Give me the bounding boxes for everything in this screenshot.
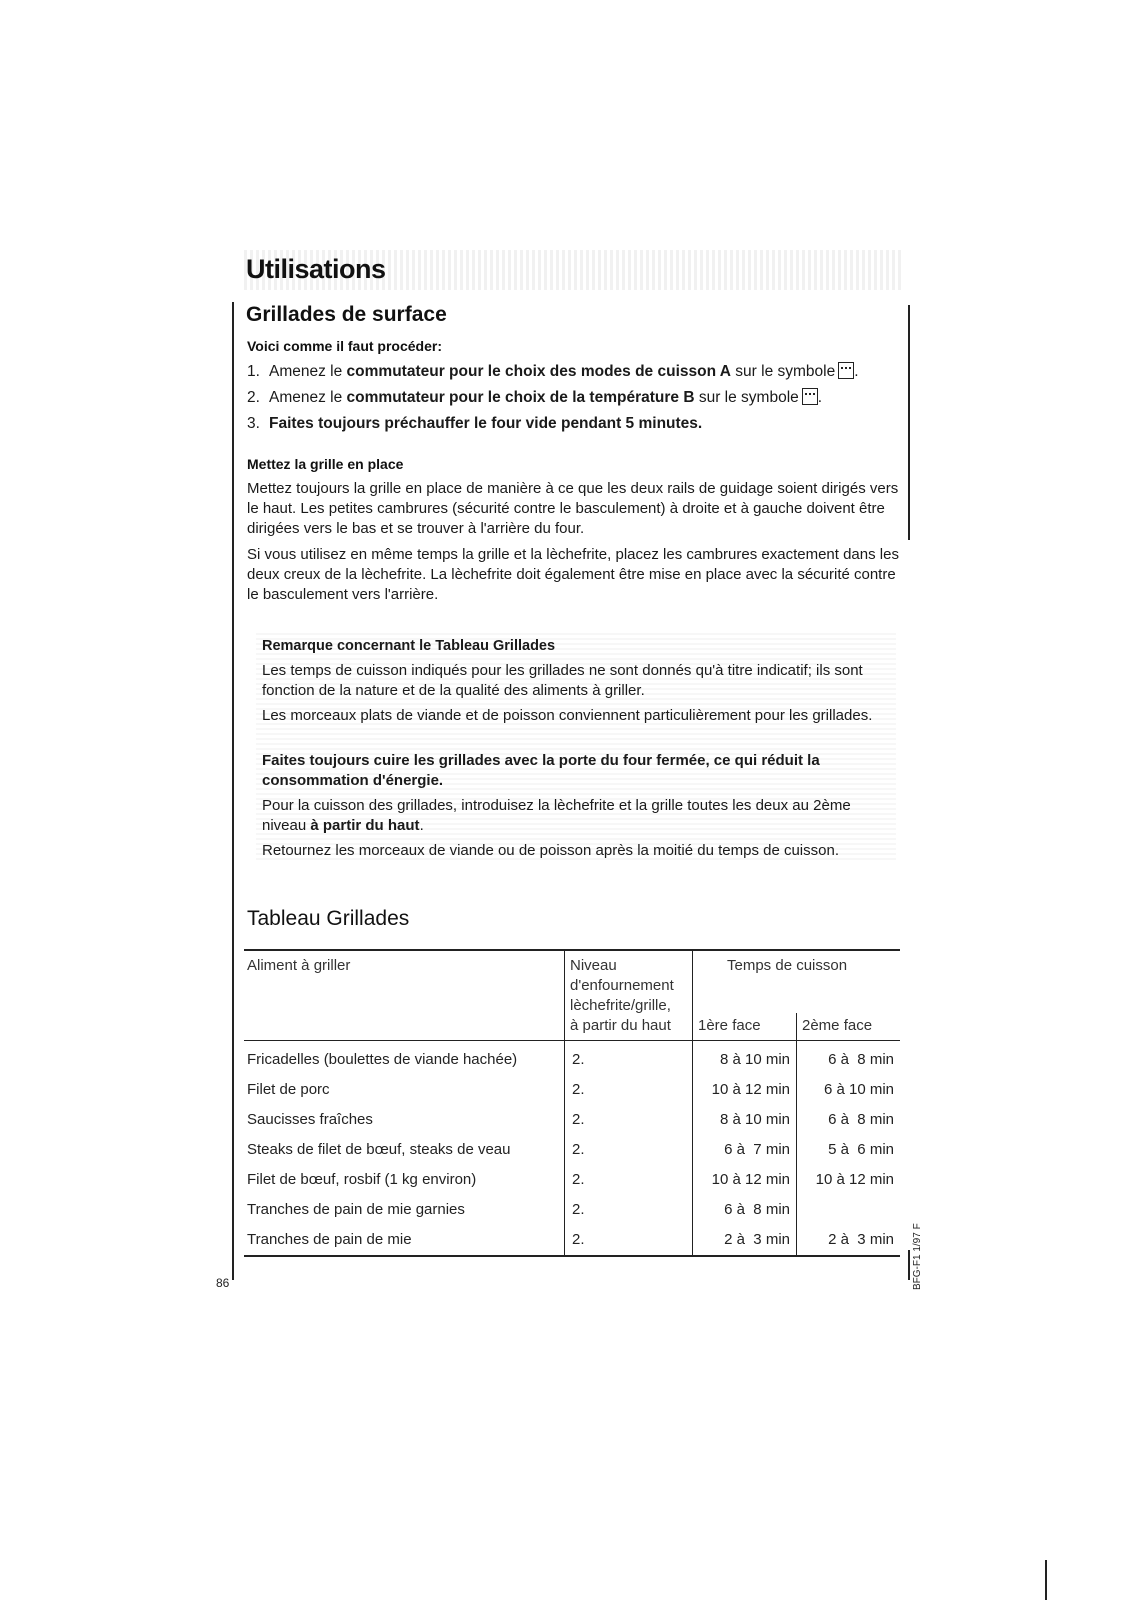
grille-paragraph-2: Si vous utilisez en même temps la grille et la lèchefrite, placez les cambrures exactement dans les deux creux de la lèchefrite. La lèchefrite doit également être mise en place avec la sécurité contre le basculement vers l'arrière. (247, 546, 899, 603)
table-cell-face1: 2 à 3 min (724, 1231, 790, 1248)
table-cell-face1: 10 à 12 min (711, 1081, 790, 1098)
grille-paragraph-1: Mettez toujours la grille en place de manière à ce que les deux rails de guidage soient dirigés vers le haut. Les petites cambrures (sécurité contre le basculement) à droite et à gauche doivent être dirigées vers le bas et se trouver à l'arrière du four. (247, 480, 899, 537)
note-paragraph-3: Faites toujours cuire les grillades avec la porte du four fermée, ce qui réduit la consommation d'énergie. (262, 752, 820, 789)
table-cell-face1: 6 à 8 min (724, 1201, 790, 1218)
table-cell-face2: 2 à 3 min (828, 1231, 894, 1248)
note-text: . (419, 817, 424, 834)
table-cell-niveau: 2. (572, 1141, 585, 1158)
table-header-aliment: Aliment à griller (247, 957, 351, 974)
table-cell-niveau: 2. (572, 1201, 585, 1218)
table-cell-face2: 6 à 8 min (828, 1111, 894, 1128)
table-header-niveau-2: d'enfournement (570, 977, 674, 994)
table-cell-face2: 6 à 8 min (828, 1051, 894, 1068)
step-number: 3. (247, 415, 260, 432)
step-bold-text: commutateur pour le choix de la température B (346, 389, 695, 406)
table-cell-face1: 8 à 10 min (719, 1111, 790, 1128)
table-cell-face1: 6 à 7 min (724, 1141, 790, 1158)
table-top-rule (244, 949, 900, 951)
procedure-heading: Voici comme il faut procéder: (247, 338, 443, 354)
section-title: Grillades de surface (246, 303, 447, 326)
table-cell-face1: 8 à 10 min (719, 1051, 790, 1068)
note-paragraph-2: Les morceaux plats de viande et de poisson conviennent particulièrement pour les grillades. (262, 707, 873, 724)
step-text: sur le symbole (730, 363, 836, 380)
step-bold-text: commutateur pour le choix des modes de cuisson A (346, 363, 731, 380)
step-text: Amenez le (269, 389, 347, 406)
grill-symbol-icon (838, 362, 854, 379)
step-bold-text: Faites toujours préchauffer le four vide pendant 5 minutes. (269, 415, 703, 432)
table-cell-aliment: Saucisses fraîches (247, 1111, 373, 1128)
table-header-face2: 2ème face (802, 1017, 873, 1034)
step-number: 1. (247, 363, 260, 380)
step-number: 2. (247, 389, 260, 406)
step-end: . (854, 363, 859, 380)
note-bold-text: à partir du haut (310, 817, 420, 834)
table-title: Tableau Grillades (247, 907, 410, 930)
step-end: . (817, 389, 823, 406)
step-2 (247, 388, 822, 408)
table-cell-niveau: 2. (572, 1051, 585, 1068)
edge-mark (1045, 1560, 1047, 1600)
table-header-face1: 1ère face (698, 1017, 761, 1034)
right-margin-rule (908, 305, 910, 540)
table-header-niveau-3: lèchefrite/grille, (570, 997, 671, 1014)
table-cell-aliment: Tranches de pain de mie (247, 1231, 412, 1248)
page-number: 86 (216, 1276, 230, 1290)
step-1 (247, 362, 859, 382)
table-cell-niveau: 2. (572, 1081, 585, 1098)
table-cell-aliment: Tranches de pain de mie garnies (247, 1201, 465, 1218)
page-title: Utilisations (246, 254, 386, 284)
table-bottom-rule (244, 1255, 900, 1257)
col-divider-face2 (796, 1013, 797, 1256)
table-cell-face2: 5 à 6 min (828, 1141, 894, 1158)
grille-heading: Mettez la grille en place (247, 456, 404, 472)
left-margin-rule (232, 302, 234, 1280)
table-cell-face2: 10 à 12 min (815, 1171, 894, 1188)
table-cell-niveau: 2. (572, 1171, 585, 1188)
table-header-niveau-1: Niveau (570, 957, 617, 974)
col-divider-face1 (692, 950, 693, 1256)
table-header-rule (244, 1040, 900, 1041)
table-cell-niveau: 2. (572, 1111, 585, 1128)
note-paragraph-5: Retournez les morceaux de viande ou de poisson après la moitié du temps de cuisson. (262, 842, 839, 859)
grill-symbol-icon (802, 388, 818, 405)
table-cell-aliment: Fricadelles (boulettes de viande hachée) (247, 1051, 518, 1068)
table-cell-face1: 10 à 12 min (711, 1171, 790, 1188)
table-header-temps: Temps de cuisson (727, 957, 848, 974)
note-paragraph-4 (262, 796, 887, 836)
note-text: Pour la cuisson des grillades, introduisez la lèchefrite et la grille toutes les deux au 2ème niveau (262, 797, 851, 834)
table-header-niveau-4: à partir du haut (570, 1017, 671, 1034)
table-cell-aliment: Steaks de filet de bœuf, steaks de veau (247, 1141, 511, 1158)
document-code: BFG-F1 1/97 F (912, 1223, 923, 1290)
note-heading: Remarque concernant le Tableau Grillades (262, 638, 556, 654)
step-3 (247, 414, 702, 434)
note-paragraph-1: Les temps de cuisson indiqués pour les grillades ne sont donnés qu'à titre indicatif; ils sont fonction de la nature et de la qualité des aliments à griller. (262, 662, 863, 699)
right-margin-rule-bottom (908, 1250, 910, 1280)
table-cell-niveau: 2. (572, 1231, 585, 1248)
table-cell-aliment: Filet de bœuf, rosbif (1 kg environ) (247, 1171, 477, 1188)
step-text: Amenez le (269, 363, 347, 380)
col-divider-niveau (564, 950, 565, 1256)
step-text: sur le symbole (694, 389, 799, 406)
table-cell-face2: 6 à 10 min (823, 1081, 894, 1098)
table-cell-aliment: Filet de porc (247, 1081, 330, 1098)
